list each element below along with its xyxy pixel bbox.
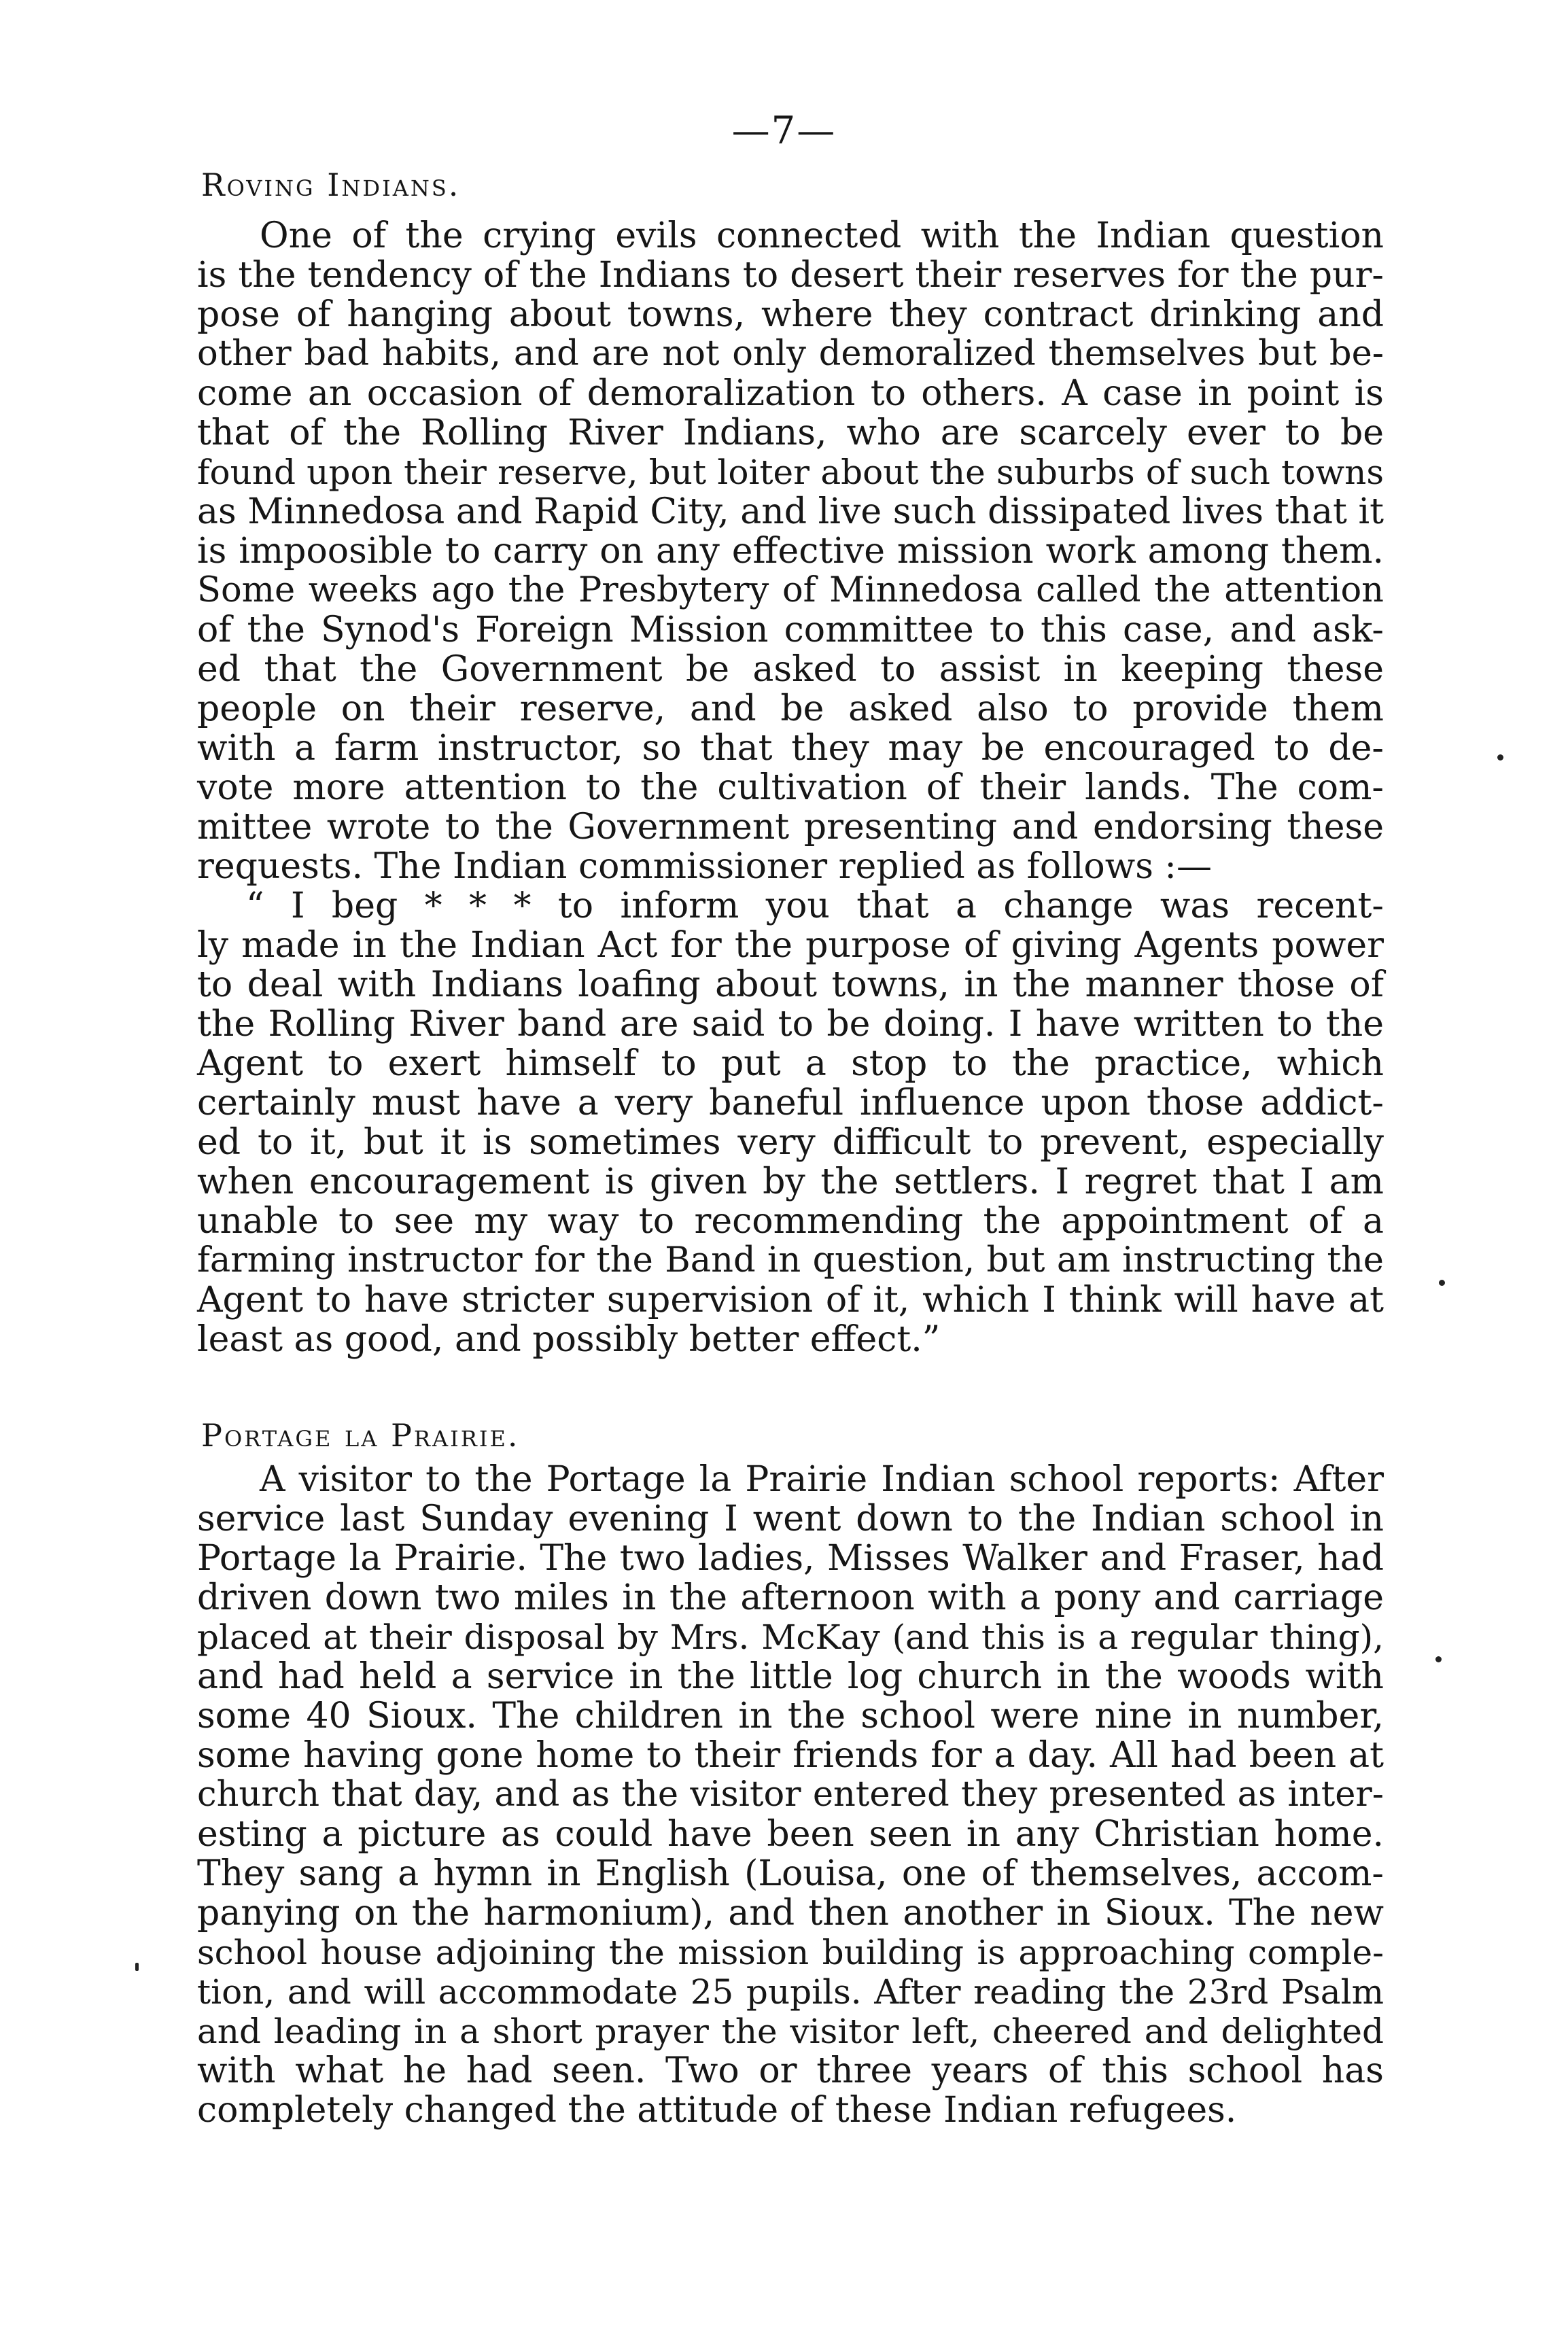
quote-line: Agent to have stricter supervision of it, which I think will have at [197,1280,1384,1321]
text-line: One of the crying evils connected with the Indian question [260,215,1384,256]
text-line: is the tendency of the Indians to desert their reserves for the pur- [197,255,1384,296]
quote-line: when encouragement is given by the settlers. I regret that I am [197,1161,1384,1202]
page-number: —7— [731,109,837,153]
section-heading-roving-indians: Roving Indians. [201,167,461,203]
text-line: mittee wrote to the Government presenting and endorsing these [197,807,1384,847]
text-line: with a farm instructor, so that they may be encouraged to de- [197,728,1384,769]
section-body-roving-indians [197,216,1384,1359]
margin-speck [1435,1656,1442,1662]
text-line: requests. The Indian commissioner replied as follows :— [197,846,1212,887]
text-line: They sang a hymn in English (Louisa, one of themselves, accom- [197,1853,1384,1894]
text-line: some 40 Sioux. The children in the school were nine in number, [197,1696,1384,1736]
section-body-portage-la-prairie [197,1460,1384,2130]
text-line: ed that the Government be asked to assist in keeping these [197,649,1384,690]
text-line: and leading in a short prayer the visitor left, cheered and delighted [197,2012,1384,2051]
text-line: school house adjoining the mission building is approaching comple- [197,1933,1384,1972]
quote-line: certainly must have a very baneful influence upon those addict- [197,1083,1384,1123]
text-line: church that day, and as the visitor entered they presented as inter- [197,1775,1384,1815]
text-line: vote more attention to the cultivation of their lands. The com- [197,767,1384,808]
quote-line: ed to it, but it is sometimes very difficult to prevent, especially [197,1122,1384,1163]
quote-line: ly made in the Indian Act for the purpose of giving Agents power [197,925,1384,966]
text-line: some having gone home to their friends for a day. All had been at [197,1735,1384,1776]
text-line: is impoosible to carry on any effective mission work among them. [197,531,1384,572]
text-line: Portage la Prairie. The two ladies, Misses Walker and Fraser, had [197,1538,1384,1579]
quote-line: unable to see my way to recommending the appointment of a [197,1201,1384,1242]
margin-speck [1497,754,1503,761]
quote-line: “ I beg * * * to inform you that a change was recent- [246,886,1384,926]
text-line: service last Sunday evening I went down to the Indian school in [197,1499,1384,1539]
section-heading-portage-la-prairie: Portage la Prairie. [201,1417,520,1454]
text-line: pose of hanging about towns, where they contract drinking and [197,294,1384,335]
text-line: driven down two miles in the afternoon with a pony and carriage [197,1577,1384,1618]
quote-line: Agent to exert himself to put a stop to the practice, which [197,1043,1384,1084]
text-line: completely changed the attitude of these Indian refugees. [197,2090,1237,2131]
text-line: A visitor to the Portage la Prairie Indian school reports: After [260,1459,1384,1500]
text-line: other bad habits, and are not only demoralized themselves but be- [197,334,1384,374]
text-line: esting a picture as could have been seen in any Christian home. [197,1814,1384,1855]
text-line: that of the Rolling River Indians, who are scarcely ever to be [197,413,1384,453]
text-line: come an occasion of demoralization to others. A case in point is [197,373,1384,414]
quote-line: farming instructor for the Band in question, but am instructing the [197,1240,1384,1280]
text-line: panying on the harmonium), and then another in Sioux. The new [197,1893,1384,1934]
text-line: as Minnedosa and Rapid City, and live such dissipated lives that it [197,491,1384,532]
quote-line: the Rolling River band are said to be doing. I have written to the [197,1004,1384,1045]
quote-line: to deal with Indians loafing about towns, in the manner those of [197,964,1384,1005]
text-line: found upon their reserve, but loiter about the suburbs of such towns [197,453,1384,492]
quote-line: least as good, and possibly better effect.” [197,1319,941,1360]
margin-speck [1439,1280,1445,1286]
text-line: Some weeks ago the Presbytery of Minnedosa called the attention [197,570,1384,610]
text-line: placed at their disposal by Mrs. McKay (and this is a regular thing), [197,1618,1384,1657]
text-line: with what he had seen. Two or three years of this school has [197,2050,1384,2091]
text-line: tion, and will accommodate 25 pupils. After reading the 23rd Psalm [197,1972,1384,2012]
text-line: of the Synod's Foreign Mission committee to this case, and ask- [197,610,1384,650]
margin-speck [135,1963,139,1971]
text-line: and had held a service in the little log church in the woods with [197,1656,1384,1697]
text-line: people on their reserve, and be asked also to provide them [197,688,1384,729]
